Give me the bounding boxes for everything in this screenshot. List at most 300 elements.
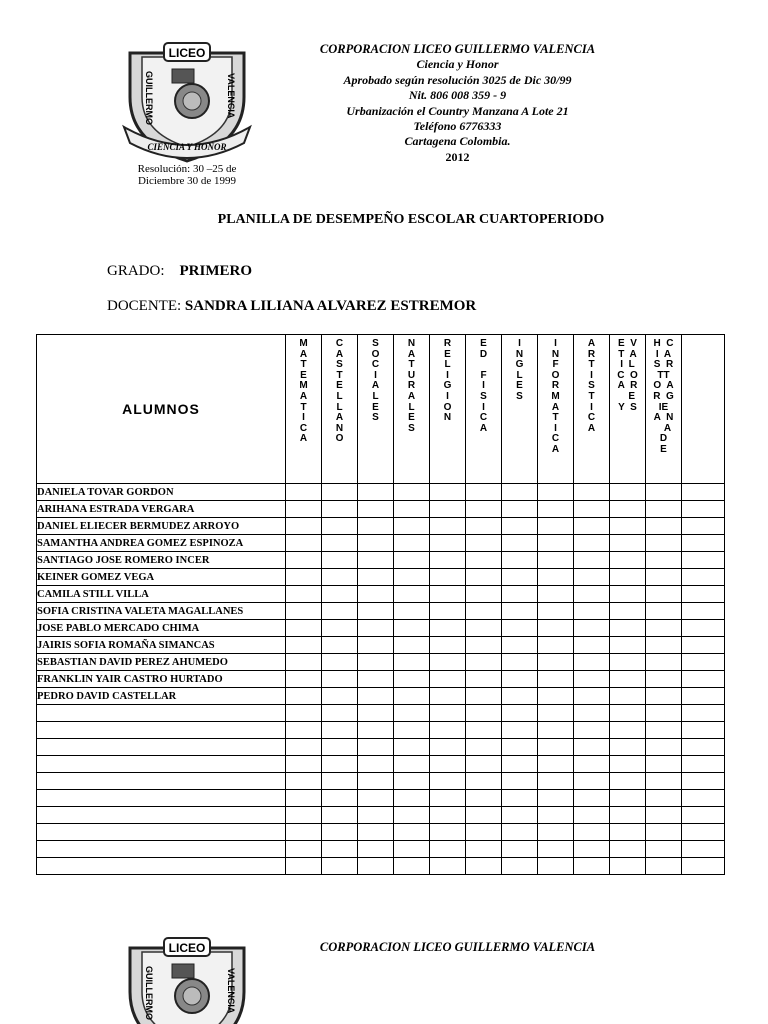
grade-cell[interactable]: [322, 739, 358, 756]
phone-line: Teléfono 6776333: [413, 119, 502, 134]
grade-cell[interactable]: [502, 535, 538, 552]
grade-cell[interactable]: [682, 569, 725, 586]
grade-cell[interactable]: [502, 586, 538, 603]
grade-cell[interactable]: [394, 722, 430, 739]
grade-cell[interactable]: [286, 552, 322, 569]
grade-cell[interactable]: [610, 569, 646, 586]
grade-cell[interactable]: [466, 722, 502, 739]
grade-cell[interactable]: [538, 586, 574, 603]
grade-cell[interactable]: [574, 484, 610, 501]
grade-cell[interactable]: [574, 773, 610, 790]
student-name: KEINER GOMEZ VEGA: [37, 569, 286, 586]
grade-cell[interactable]: [610, 637, 646, 654]
grade-cell[interactable]: [286, 501, 322, 518]
grade-cell[interactable]: [538, 824, 574, 841]
grade-cell[interactable]: [502, 722, 538, 739]
grade-cell[interactable]: [502, 603, 538, 620]
grade-cell[interactable]: [466, 756, 502, 773]
grade-cell[interactable]: [430, 586, 466, 603]
grade-cell[interactable]: [286, 824, 322, 841]
table-row: [37, 552, 725, 569]
grade-cell[interactable]: [610, 535, 646, 552]
grade-cell[interactable]: [646, 858, 682, 875]
grade-cell[interactable]: [322, 705, 358, 722]
grade-cell[interactable]: [394, 535, 430, 552]
grade-cell[interactable]: [502, 773, 538, 790]
grade-cell[interactable]: [322, 722, 358, 739]
grade-cell[interactable]: [322, 756, 358, 773]
grade-cell[interactable]: [574, 569, 610, 586]
table-row: [37, 569, 725, 586]
student-name: [37, 739, 286, 756]
grade-cell[interactable]: [502, 739, 538, 756]
grade-cell[interactable]: [682, 688, 725, 705]
student-name: DANIELA TOVAR GORDON: [37, 484, 286, 501]
grade-cell[interactable]: [502, 705, 538, 722]
grade-cell[interactable]: [538, 552, 574, 569]
grade-cell[interactable]: [358, 518, 394, 535]
grade-cell[interactable]: [502, 807, 538, 824]
grade-cell[interactable]: [646, 620, 682, 637]
grade-cell[interactable]: [538, 722, 574, 739]
grade-cell[interactable]: [394, 586, 430, 603]
grade-cell[interactable]: [646, 586, 682, 603]
grade-cell[interactable]: [394, 688, 430, 705]
grade-cell[interactable]: [358, 858, 394, 875]
grade-cell[interactable]: [610, 756, 646, 773]
grade-cell[interactable]: [322, 637, 358, 654]
grade-cell[interactable]: [430, 756, 466, 773]
grade-cell[interactable]: [322, 773, 358, 790]
grade-cell[interactable]: [394, 790, 430, 807]
grade-cell[interactable]: [286, 484, 322, 501]
year-line: 2012: [445, 149, 470, 164]
table-row: [37, 637, 725, 654]
grade-cell[interactable]: [610, 824, 646, 841]
grade-cell[interactable]: [286, 603, 322, 620]
grade-cell[interactable]: [682, 756, 725, 773]
grade-cell[interactable]: [646, 705, 682, 722]
institution-header: [270, 42, 645, 165]
grade-cell[interactable]: [286, 790, 322, 807]
grade-cell[interactable]: [466, 858, 502, 875]
grade-cell[interactable]: [394, 671, 430, 688]
grade-cell[interactable]: [358, 688, 394, 705]
grade-cell[interactable]: [430, 688, 466, 705]
grade-cell[interactable]: [682, 807, 725, 824]
grade-cell[interactable]: [646, 807, 682, 824]
grade-cell[interactable]: [286, 586, 322, 603]
grade-cell[interactable]: [538, 671, 574, 688]
grade-cell[interactable]: [394, 773, 430, 790]
grade-cell[interactable]: [646, 501, 682, 518]
grade-cell[interactable]: [358, 671, 394, 688]
grade-cell[interactable]: [682, 586, 725, 603]
grade-cell[interactable]: [466, 484, 502, 501]
grade-cell[interactable]: [610, 841, 646, 858]
grade-cell[interactable]: [574, 637, 610, 654]
grade-cell[interactable]: [538, 637, 574, 654]
grade-cell[interactable]: [466, 807, 502, 824]
grade-cell[interactable]: [610, 739, 646, 756]
grade-cell[interactable]: [682, 518, 725, 535]
grade-cell[interactable]: [682, 637, 725, 654]
grade-cell[interactable]: [502, 637, 538, 654]
grade-cell[interactable]: [286, 705, 322, 722]
grade-cell[interactable]: [466, 739, 502, 756]
grade-cell[interactable]: [430, 824, 466, 841]
student-name: SANTIAGO JOSE ROMERO INCER: [37, 552, 286, 569]
grade-cell[interactable]: [574, 756, 610, 773]
grade-cell[interactable]: [502, 501, 538, 518]
grade-cell[interactable]: [682, 824, 725, 841]
grade-cell[interactable]: [322, 484, 358, 501]
school-crest-icon: [112, 35, 262, 165]
grade-cell[interactable]: [610, 552, 646, 569]
grade-cell[interactable]: [286, 841, 322, 858]
grade-cell[interactable]: [574, 603, 610, 620]
grade-cell[interactable]: [646, 603, 682, 620]
grade-cell[interactable]: [430, 807, 466, 824]
grade-cell[interactable]: [286, 756, 322, 773]
grade-cell[interactable]: [538, 484, 574, 501]
grade-cell[interactable]: [610, 620, 646, 637]
grade-cell[interactable]: [538, 518, 574, 535]
grade-cell[interactable]: [538, 501, 574, 518]
grade-cell[interactable]: [646, 739, 682, 756]
grade-cell[interactable]: [394, 756, 430, 773]
grade-cell[interactable]: [358, 586, 394, 603]
grade-cell[interactable]: [646, 535, 682, 552]
grade-cell[interactable]: [358, 603, 394, 620]
grade-cell[interactable]: [646, 654, 682, 671]
grade-cell[interactable]: [286, 518, 322, 535]
grade-cell[interactable]: [574, 858, 610, 875]
grade-cell[interactable]: [466, 569, 502, 586]
grade-cell[interactable]: [466, 688, 502, 705]
grade-cell[interactable]: [430, 484, 466, 501]
grade-cell[interactable]: [358, 790, 394, 807]
grade-cell[interactable]: [430, 535, 466, 552]
grade-cell[interactable]: [394, 654, 430, 671]
grade-cell[interactable]: [646, 671, 682, 688]
grade-cell[interactable]: [574, 501, 610, 518]
grade-cell[interactable]: [322, 858, 358, 875]
grade-cell[interactable]: [610, 484, 646, 501]
grade-cell[interactable]: [394, 705, 430, 722]
grade-cell[interactable]: [610, 722, 646, 739]
grade-cell[interactable]: [430, 790, 466, 807]
grade-cell[interactable]: [502, 671, 538, 688]
resolution-note: Resolución: 30 –25 de Diciembre 30 de 1999: [137, 163, 237, 187]
grade-cell[interactable]: [358, 807, 394, 824]
grade-cell[interactable]: [322, 501, 358, 518]
grade-cell[interactable]: [286, 807, 322, 824]
grade-cell[interactable]: [358, 501, 394, 518]
grade-cell[interactable]: [610, 773, 646, 790]
grade-cell[interactable]: [682, 773, 725, 790]
grade-cell[interactable]: [610, 654, 646, 671]
grade-cell[interactable]: [502, 824, 538, 841]
grade-cell[interactable]: [394, 501, 430, 518]
grade-cell[interactable]: [430, 841, 466, 858]
grade-cell[interactable]: [430, 620, 466, 637]
grade-cell[interactable]: [538, 535, 574, 552]
grade-cell[interactable]: [394, 637, 430, 654]
grade-cell[interactable]: [466, 671, 502, 688]
grade-cell[interactable]: [430, 637, 466, 654]
grade-cell[interactable]: [610, 807, 646, 824]
grade-cell[interactable]: [286, 569, 322, 586]
nit-line: Nit. 806 008 359 - 9: [408, 88, 507, 103]
grade-cell[interactable]: [502, 552, 538, 569]
grade-cell[interactable]: [574, 688, 610, 705]
grade-cell[interactable]: [682, 671, 725, 688]
grade-cell[interactable]: [394, 569, 430, 586]
grade-cell[interactable]: [322, 824, 358, 841]
grade-cell[interactable]: [358, 705, 394, 722]
grade-cell[interactable]: [646, 484, 682, 501]
grade-cell[interactable]: [430, 705, 466, 722]
grade-cell[interactable]: [610, 790, 646, 807]
grade-cell[interactable]: [682, 484, 725, 501]
grade-cell[interactable]: [394, 807, 430, 824]
grade-cell[interactable]: [286, 773, 322, 790]
institution-name: CORPORACION LICEO GUILLERMO VALENCIA: [319, 42, 596, 56]
grade-cell[interactable]: [466, 501, 502, 518]
grade-cell[interactable]: [466, 586, 502, 603]
grade-cell[interactable]: [646, 790, 682, 807]
grade-cell[interactable]: [574, 739, 610, 756]
grade-cell[interactable]: [394, 518, 430, 535]
grade-cell[interactable]: [682, 620, 725, 637]
grade-cell[interactable]: [538, 739, 574, 756]
grade-cell[interactable]: [322, 790, 358, 807]
grade-cell[interactable]: [610, 858, 646, 875]
grade-cell[interactable]: [394, 603, 430, 620]
grade-cell[interactable]: [610, 603, 646, 620]
grade-cell[interactable]: [502, 688, 538, 705]
grade-cell[interactable]: [466, 773, 502, 790]
grade-cell[interactable]: [682, 552, 725, 569]
grade-cell[interactable]: [574, 807, 610, 824]
grade-cell[interactable]: [322, 518, 358, 535]
grade-cell[interactable]: [502, 858, 538, 875]
grade-cell[interactable]: [466, 654, 502, 671]
grade-cell[interactable]: [430, 654, 466, 671]
grade-cell[interactable]: [682, 841, 725, 858]
grade-cell[interactable]: [430, 518, 466, 535]
grade-cell[interactable]: [502, 569, 538, 586]
grade-cell[interactable]: [286, 671, 322, 688]
grade-label: GRADO:: [107, 263, 165, 279]
grade-cell[interactable]: [682, 790, 725, 807]
grade-cell[interactable]: [322, 807, 358, 824]
grade-cell[interactable]: [358, 620, 394, 637]
grade-cell[interactable]: [538, 688, 574, 705]
grade-cell[interactable]: [394, 552, 430, 569]
grade-cell[interactable]: [574, 790, 610, 807]
subject-header: E D F I S I C A: [466, 335, 502, 484]
grade-cell[interactable]: [538, 620, 574, 637]
grade-cell[interactable]: [610, 705, 646, 722]
grade-cell[interactable]: [682, 739, 725, 756]
grade-cell[interactable]: [358, 773, 394, 790]
grade-cell[interactable]: [610, 671, 646, 688]
grade-cell[interactable]: [466, 552, 502, 569]
grade-cell[interactable]: [574, 518, 610, 535]
grade-cell[interactable]: [466, 824, 502, 841]
grade-cell[interactable]: [502, 756, 538, 773]
grade-cell[interactable]: [322, 671, 358, 688]
grade-cell[interactable]: [646, 722, 682, 739]
grade-cell[interactable]: [466, 518, 502, 535]
student-name: [37, 807, 286, 824]
document-title: PLANILLA DE DESEMPEÑO ESCOLAR CUARTOPERIODO: [217, 212, 605, 227]
table-row: [37, 518, 725, 535]
grade-cell[interactable]: [466, 705, 502, 722]
grade-cell[interactable]: [394, 824, 430, 841]
subject-header-empty: [682, 335, 725, 484]
student-name: JAIRIS SOFIA ROMAÑA SIMANCAS: [37, 637, 286, 654]
grade-cell[interactable]: [322, 586, 358, 603]
grade-cell[interactable]: [358, 484, 394, 501]
grade-cell[interactable]: [466, 790, 502, 807]
grade-cell[interactable]: [682, 535, 725, 552]
grade-cell[interactable]: [358, 739, 394, 756]
grade-cell[interactable]: [430, 501, 466, 518]
grade-cell[interactable]: [358, 824, 394, 841]
table-row: [37, 739, 725, 756]
grade-cell[interactable]: [574, 654, 610, 671]
grade-cell[interactable]: [286, 688, 322, 705]
grade-cell[interactable]: [286, 654, 322, 671]
grade-cell[interactable]: [322, 569, 358, 586]
grade-cell[interactable]: [538, 654, 574, 671]
grade-cell[interactable]: [358, 756, 394, 773]
grade-cell[interactable]: [286, 637, 322, 654]
grade-cell[interactable]: [574, 841, 610, 858]
grade-cell[interactable]: [574, 586, 610, 603]
grade-cell[interactable]: [538, 807, 574, 824]
grade-cell[interactable]: [574, 824, 610, 841]
grade-cell[interactable]: [286, 858, 322, 875]
grade-cell[interactable]: [466, 841, 502, 858]
grade-cell[interactable]: [610, 501, 646, 518]
grade-cell[interactable]: [682, 858, 725, 875]
grade-cell[interactable]: [394, 841, 430, 858]
grade-cell[interactable]: [322, 535, 358, 552]
grade-cell[interactable]: [682, 722, 725, 739]
grade-cell[interactable]: [646, 824, 682, 841]
grade-cell[interactable]: [322, 620, 358, 637]
grade-cell[interactable]: [430, 858, 466, 875]
grade-cell[interactable]: [574, 705, 610, 722]
grade-cell[interactable]: [286, 739, 322, 756]
grade-cell[interactable]: [430, 552, 466, 569]
grade-cell[interactable]: [322, 552, 358, 569]
grade-cell[interactable]: [358, 569, 394, 586]
grade-cell[interactable]: [646, 841, 682, 858]
grade-cell[interactable]: [682, 603, 725, 620]
grade-cell[interactable]: [358, 722, 394, 739]
grade-cell[interactable]: [646, 773, 682, 790]
grade-cell[interactable]: [538, 603, 574, 620]
grade-cell[interactable]: [682, 705, 725, 722]
grade-cell[interactable]: [538, 773, 574, 790]
grade-cell[interactable]: [502, 518, 538, 535]
grade-cell[interactable]: [430, 773, 466, 790]
grade-cell[interactable]: [682, 501, 725, 518]
grade-cell[interactable]: [610, 518, 646, 535]
grade-cell[interactable]: [646, 552, 682, 569]
grade-cell[interactable]: [502, 484, 538, 501]
grade-cell[interactable]: [610, 688, 646, 705]
grade-cell[interactable]: [394, 620, 430, 637]
grade-cell[interactable]: [502, 654, 538, 671]
grade-cell[interactable]: [286, 620, 322, 637]
grade-cell[interactable]: [430, 722, 466, 739]
grade-cell[interactable]: [322, 654, 358, 671]
grade-cell[interactable]: [538, 790, 574, 807]
grade-cell[interactable]: [574, 671, 610, 688]
grade-cell[interactable]: [430, 569, 466, 586]
grade-cell[interactable]: [610, 586, 646, 603]
grade-cell[interactable]: [322, 841, 358, 858]
grade-cell[interactable]: [286, 535, 322, 552]
grade-cell[interactable]: [538, 569, 574, 586]
grade-cell[interactable]: [646, 569, 682, 586]
grade-cell[interactable]: [574, 620, 610, 637]
grade-cell[interactable]: [322, 688, 358, 705]
grade-cell[interactable]: [646, 688, 682, 705]
grade-cell[interactable]: [646, 637, 682, 654]
grade-cell[interactable]: [574, 535, 610, 552]
grade-cell[interactable]: [394, 858, 430, 875]
grade-cell[interactable]: [538, 858, 574, 875]
grade-cell[interactable]: [358, 841, 394, 858]
students-header: ALUMNOS: [37, 335, 286, 484]
grade-cell[interactable]: [574, 552, 610, 569]
grade-cell[interactable]: [538, 756, 574, 773]
grade-cell[interactable]: [358, 637, 394, 654]
grade-cell[interactable]: [358, 552, 394, 569]
grade-cell[interactable]: [646, 756, 682, 773]
grade-cell[interactable]: [358, 535, 394, 552]
grade-cell[interactable]: [466, 637, 502, 654]
subject-header: A R T I S T I C A: [574, 335, 610, 484]
grade-cell[interactable]: [502, 620, 538, 637]
grade-cell[interactable]: [466, 620, 502, 637]
grade-cell[interactable]: [502, 841, 538, 858]
grade-cell[interactable]: [358, 654, 394, 671]
grade-cell[interactable]: [322, 603, 358, 620]
grade-cell[interactable]: [538, 705, 574, 722]
grade-cell[interactable]: [394, 739, 430, 756]
grade-cell[interactable]: [502, 790, 538, 807]
grade-cell[interactable]: [646, 518, 682, 535]
grade-cell[interactable]: [466, 603, 502, 620]
grade-cell[interactable]: [538, 841, 574, 858]
grade-cell[interactable]: [466, 535, 502, 552]
grade-cell[interactable]: [394, 484, 430, 501]
grade-cell[interactable]: [286, 722, 322, 739]
grade-cell[interactable]: [430, 603, 466, 620]
grade-cell[interactable]: [682, 654, 725, 671]
grade-cell[interactable]: [430, 739, 466, 756]
grade-cell[interactable]: [574, 722, 610, 739]
grade-cell[interactable]: [430, 671, 466, 688]
